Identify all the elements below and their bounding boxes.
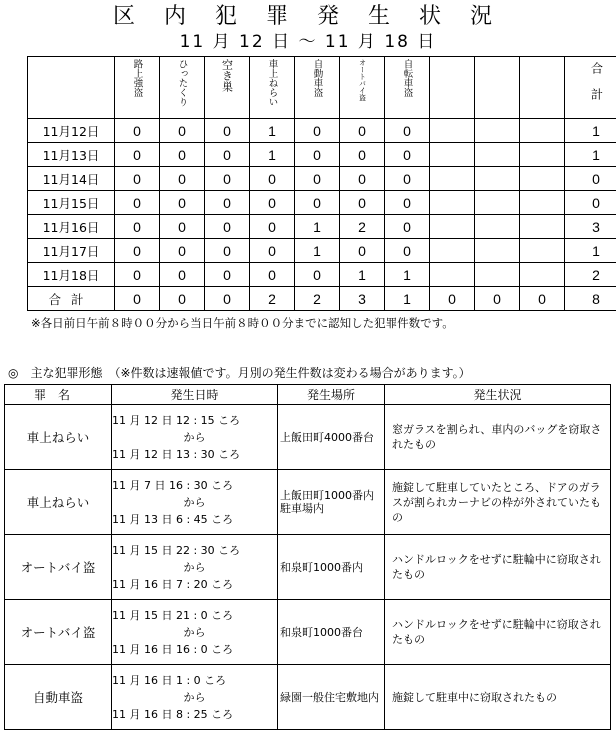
- count-cell: [475, 167, 520, 191]
- datetime-from: 11 月 16 日 1 : 0 ころ: [112, 673, 227, 687]
- count-cell: 1: [250, 143, 295, 167]
- count-cell: 2: [250, 287, 295, 311]
- table-row: [28, 191, 616, 215]
- count-cell: [520, 191, 565, 215]
- header-cell: 空き巣: [205, 57, 250, 119]
- count-cell: 0: [250, 167, 295, 191]
- table-row: [28, 239, 616, 263]
- count-cell: 0: [520, 287, 565, 311]
- count-cell: 1: [250, 119, 295, 143]
- date-cell: 合計: [28, 287, 115, 311]
- count-cell: [520, 167, 565, 191]
- header-cell: 自転車盗: [385, 57, 430, 119]
- count-cell: 0: [115, 287, 160, 311]
- header-cell: オートバイ盗: [340, 57, 385, 119]
- header-cell: [520, 57, 565, 119]
- count-cell: [430, 167, 475, 191]
- datetime-to: 11 月 12 日 13 : 30 ころ: [112, 447, 241, 461]
- count-cell: 1: [565, 239, 616, 263]
- table-row: [28, 119, 616, 143]
- datetime-cell: [112, 470, 278, 535]
- count-cell: 0: [250, 215, 295, 239]
- count-cell: 0: [160, 143, 205, 167]
- count-cell: 0: [250, 263, 295, 287]
- count-cell: 0: [115, 143, 160, 167]
- place-cell: 和泉町1000番台: [278, 600, 385, 665]
- count-cell: 2: [295, 287, 340, 311]
- place-cell: 緑園一般住宅敷地内: [278, 665, 385, 730]
- table-row: [5, 405, 611, 470]
- count-cell: 0: [160, 215, 205, 239]
- header-cell: 車上ねらい: [250, 57, 295, 119]
- header-cell: [430, 57, 475, 119]
- page-title: 区 内 犯 罪 発 生 状 況: [113, 4, 503, 29]
- count-cell: [430, 263, 475, 287]
- count-cell: [475, 263, 520, 287]
- count-cell: 0: [340, 119, 385, 143]
- datetime-to: 11 月 16 日 8 : 25 ころ: [112, 707, 234, 721]
- date-cell: 11月17日: [28, 239, 115, 263]
- date-cell: 11月15日: [28, 191, 115, 215]
- situation-cell: ハンドルロックをせずに駐輪中に窃取されたもの: [385, 535, 611, 600]
- datetime-from: 11 月 15 日 21 : 0 ころ: [112, 608, 234, 622]
- crime-detail-table: [4, 384, 611, 730]
- total-header-cell: 合計: [565, 57, 616, 119]
- place-cell: 和泉町1000番内: [278, 535, 385, 600]
- count-cell: 0: [295, 167, 340, 191]
- count-cell: 0: [295, 119, 340, 143]
- count-cell: [520, 239, 565, 263]
- count-cell: 0: [340, 239, 385, 263]
- table-row: [28, 263, 616, 287]
- table-row: [5, 665, 611, 730]
- count-cell: 1: [385, 287, 430, 311]
- count-cell: [520, 143, 565, 167]
- count-cell: 0: [205, 119, 250, 143]
- datetime-to: 11 月 13 日 6 : 45 ころ: [112, 512, 234, 526]
- datetime-separator: から: [183, 430, 206, 444]
- situation-cell: 窓ガラスを割られ、車内のバッグを窃取されたもの: [385, 405, 611, 470]
- datetime-to: 11 月 16 日 7 : 20 ころ: [112, 577, 234, 591]
- count-cell: 0: [205, 143, 250, 167]
- count-cell: 0: [295, 263, 340, 287]
- date-cell: 11月16日: [28, 215, 115, 239]
- count-cell: 2: [565, 263, 616, 287]
- count-cell: [430, 119, 475, 143]
- count-cell: 1: [295, 239, 340, 263]
- table-header-row: [5, 385, 611, 405]
- table-row: [5, 535, 611, 600]
- count-cell: 0: [385, 191, 430, 215]
- place-cell: 上飯田町4000番台: [278, 405, 385, 470]
- datetime-to: 11 月 16 日 16 : 0 ころ: [112, 642, 234, 656]
- header-cell: 発生日時: [112, 385, 278, 405]
- corner-cell: [28, 57, 115, 119]
- count-cell: 1: [565, 143, 616, 167]
- count-cell: 0: [160, 287, 205, 311]
- count-cell: [520, 119, 565, 143]
- table-row: [28, 167, 616, 191]
- datetime-cell: [112, 665, 278, 730]
- section-title: ◎ 主な犯罪形態 （※件数は速報値です。月別の発生件数は変わる場合があります。）: [8, 366, 471, 380]
- count-cell: 0: [205, 239, 250, 263]
- count-cell: 0: [340, 167, 385, 191]
- count-cell: 0: [160, 119, 205, 143]
- count-cell: 0: [565, 191, 616, 215]
- datetime-separator: から: [183, 495, 206, 509]
- count-cell: 0: [385, 239, 430, 263]
- table-row: [5, 470, 611, 535]
- count-cell: [475, 215, 520, 239]
- datetime-separator: から: [183, 625, 206, 639]
- count-cell: 3: [565, 215, 616, 239]
- count-cell: 0: [115, 167, 160, 191]
- count-cell: [430, 215, 475, 239]
- date-cell: 11月12日: [28, 119, 115, 143]
- header-cell: 発生状況: [385, 385, 611, 405]
- count-note: ※各日前日午前８時００分から当日午前８時００分までに認知した犯罪件数です。: [31, 316, 454, 330]
- datetime-from: 11 月 15 日 22 : 30 ころ: [112, 543, 241, 557]
- count-cell: 0: [385, 167, 430, 191]
- count-cell: 0: [115, 215, 160, 239]
- header-cell: 自動車盗: [295, 57, 340, 119]
- count-cell: 0: [205, 263, 250, 287]
- count-cell: 0: [160, 167, 205, 191]
- count-cell: 1: [295, 215, 340, 239]
- place-cell: 上飯田町1000番内駐車場内: [278, 470, 385, 535]
- count-cell: 0: [205, 191, 250, 215]
- count-cell: 1: [565, 119, 616, 143]
- datetime-cell: [112, 600, 278, 665]
- count-cell: 0: [115, 119, 160, 143]
- crime-name-cell: 車上ねらい: [5, 405, 112, 470]
- count-cell: 8: [565, 287, 616, 311]
- count-cell: 0: [115, 263, 160, 287]
- count-cell: [430, 143, 475, 167]
- situation-cell: ハンドルロックをせずに駐輪中に窃取されたもの: [385, 600, 611, 665]
- count-cell: [520, 263, 565, 287]
- count-cell: [475, 143, 520, 167]
- count-cell: 0: [205, 287, 250, 311]
- count-cell: 0: [295, 191, 340, 215]
- table-row: [28, 143, 616, 167]
- count-cell: 0: [385, 143, 430, 167]
- count-cell: 0: [115, 191, 160, 215]
- datetime-from: 11 月 12 日 12 : 15 ころ: [112, 413, 241, 427]
- count-cell: [475, 239, 520, 263]
- situation-cell: 施錠して駐車中に窃取されたもの: [385, 665, 611, 730]
- count-cell: [475, 191, 520, 215]
- count-cell: 0: [250, 239, 295, 263]
- count-cell: 0: [385, 119, 430, 143]
- count-cell: 0: [205, 215, 250, 239]
- date-cell: 11月13日: [28, 143, 115, 167]
- table-header-row: [28, 57, 616, 119]
- count-cell: 3: [340, 287, 385, 311]
- count-cell: 0: [160, 239, 205, 263]
- table-row: [5, 600, 611, 665]
- report-period: 11 月 12 日 ～ 11 月 18 日: [179, 32, 437, 52]
- date-cell: 11月14日: [28, 167, 115, 191]
- header-cell: [475, 57, 520, 119]
- crime-name-cell: オートバイ盗: [5, 600, 112, 665]
- count-cell: 0: [340, 143, 385, 167]
- count-cell: 0: [160, 263, 205, 287]
- header-cell: 路上強盗: [115, 57, 160, 119]
- total-row: [28, 287, 616, 311]
- crime-name-cell: オートバイ盗: [5, 535, 112, 600]
- count-cell: [430, 191, 475, 215]
- header-cell: ひったくり: [160, 57, 205, 119]
- datetime-cell: [112, 535, 278, 600]
- crime-name-cell: 自動車盗: [5, 665, 112, 730]
- count-cell: 2: [340, 215, 385, 239]
- count-cell: 0: [160, 191, 205, 215]
- header-cell: 罪名: [5, 385, 112, 405]
- crime-count-table: [27, 56, 616, 311]
- datetime-separator: から: [183, 560, 206, 574]
- datetime-from: 11 月 7 日 16 : 30 ころ: [112, 478, 234, 492]
- count-cell: 0: [565, 167, 616, 191]
- datetime-separator: から: [183, 690, 206, 704]
- count-cell: 1: [340, 263, 385, 287]
- count-cell: 0: [250, 191, 295, 215]
- count-cell: 0: [475, 287, 520, 311]
- count-cell: 0: [115, 239, 160, 263]
- crime-name-cell: 車上ねらい: [5, 470, 112, 535]
- count-cell: 0: [205, 167, 250, 191]
- count-cell: [430, 239, 475, 263]
- count-cell: 1: [385, 263, 430, 287]
- count-cell: [475, 119, 520, 143]
- datetime-cell: [112, 405, 278, 470]
- count-cell: 0: [340, 191, 385, 215]
- count-cell: 0: [430, 287, 475, 311]
- situation-cell: 施錠して駐車していたところ、ドアのガラスが割られカーナビの枠が外されていたもの: [385, 470, 611, 535]
- date-cell: 11月18日: [28, 263, 115, 287]
- table-row: [28, 215, 616, 239]
- header-cell: 発生場所: [278, 385, 385, 405]
- count-cell: [520, 215, 565, 239]
- count-cell: 0: [295, 143, 340, 167]
- count-cell: 0: [385, 215, 430, 239]
